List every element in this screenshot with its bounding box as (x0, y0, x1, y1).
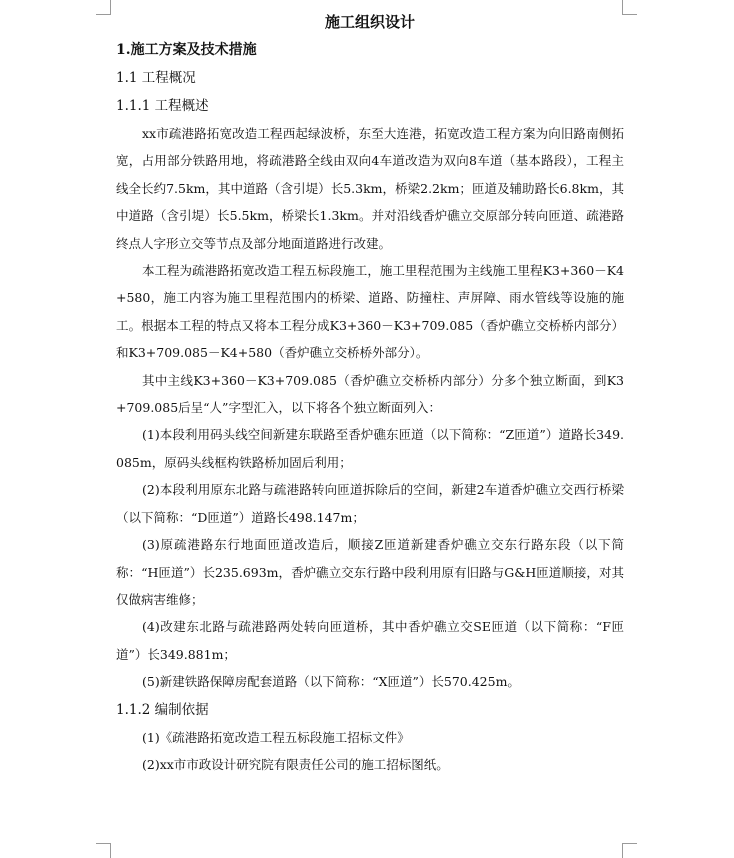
list-item: (3)原疏港路东行地面匝道改造后，顺接Z匝道新建香炉礁立交东行路东段（以下简称：“H匝道”）长235.693m，香炉礁立交东行路中段利用原有旧路与G&H匝道顺接，对其仅做病害维修； (116, 537, 624, 607)
crop-mark-top-left (96, 0, 111, 15)
list-item: (5)新建铁路保障房配套道路（以下简称：“X匝道”）长570.425m。 (142, 674, 520, 690)
reference-item: (1)《疏港路拓宽改造工程五标段施工招标文件》 (142, 729, 410, 745)
section-heading-1-1-1: 1.1.1 工程概述 (116, 98, 209, 114)
paragraph: 其中主线K3+360－K3+709.085（香炉礁立交桥桥内部分）分多个独立断面，到K3+709.085后呈“人”字型汇入，以下将各个独立断面列入： (116, 372, 624, 416)
section-heading-1-1: 1.1 工程概况 (116, 70, 196, 86)
crop-mark-top-right (622, 0, 637, 15)
crop-mark-bottom-right (622, 843, 637, 858)
document-title: 施工组织设计 (324, 13, 415, 31)
crop-mark-bottom-left (96, 843, 111, 858)
list-item: (2)本段利用原东北路与疏港路转向匝道拆除后的空间，新建2车道香炉礁立交西行桥梁（以下简称：“D匝道”）道路长498.147m； (116, 482, 624, 525)
list-item: (1)本段利用码头线空间新建东联路至香炉礁东匝道（以下简称：“Z匝道”）道路长349.085m，原码头线框构铁路桥加固后利用； (116, 427, 624, 470)
list-item: (4)改建东北路与疏港路两处转向匝道桥，其中香炉礁立交SE匝道（以下简称：“F匝道”）长349.881m； (116, 619, 624, 662)
section-heading-1: 1.施工方案及技术措施 (116, 42, 257, 58)
document-body (116, 8, 624, 778)
paragraph: 本工程为疏港路拓宽改造工程五标段施工，施工里程范围为主线施工里程K3+360－K4+580，施工内容为施工里程范围内的桥梁、道路、防撞柱、声屏障、雨水管线等设施的施工。根据本工程的特点又将本工程分成K3+360－K3+709.085（香炉礁立交桥桥内部分）和K3+709.085－K4+580（香炉礁立交桥桥外部分）。 (116, 263, 624, 361)
reference-item: (2)xx市市政设计研究院有限责任公司的施工招标图纸。 (142, 756, 449, 772)
section-heading-1-1-2: 1.1.2 编制依据 (116, 701, 209, 718)
paragraph: xx市疏港路拓宽改造工程西起绿波桥，东至大连港，拓宽改造工程方案为向旧路南侧拓宽，占用部分铁路用地，将疏港路全线由双向4车道改造为双向8车道（基本路段），工程主线全长约7.5km，其中道路（含引堤）长5.3km，桥梁2.2km；匝道及辅助路长6.8km，其中道路（含引堤）长5.5km，桥梁长1.3km。并对沿线香炉礁立交原部分转向匝道、疏港路终点人字形立交等节点及部分地面道路进行改建。 (116, 126, 624, 251)
